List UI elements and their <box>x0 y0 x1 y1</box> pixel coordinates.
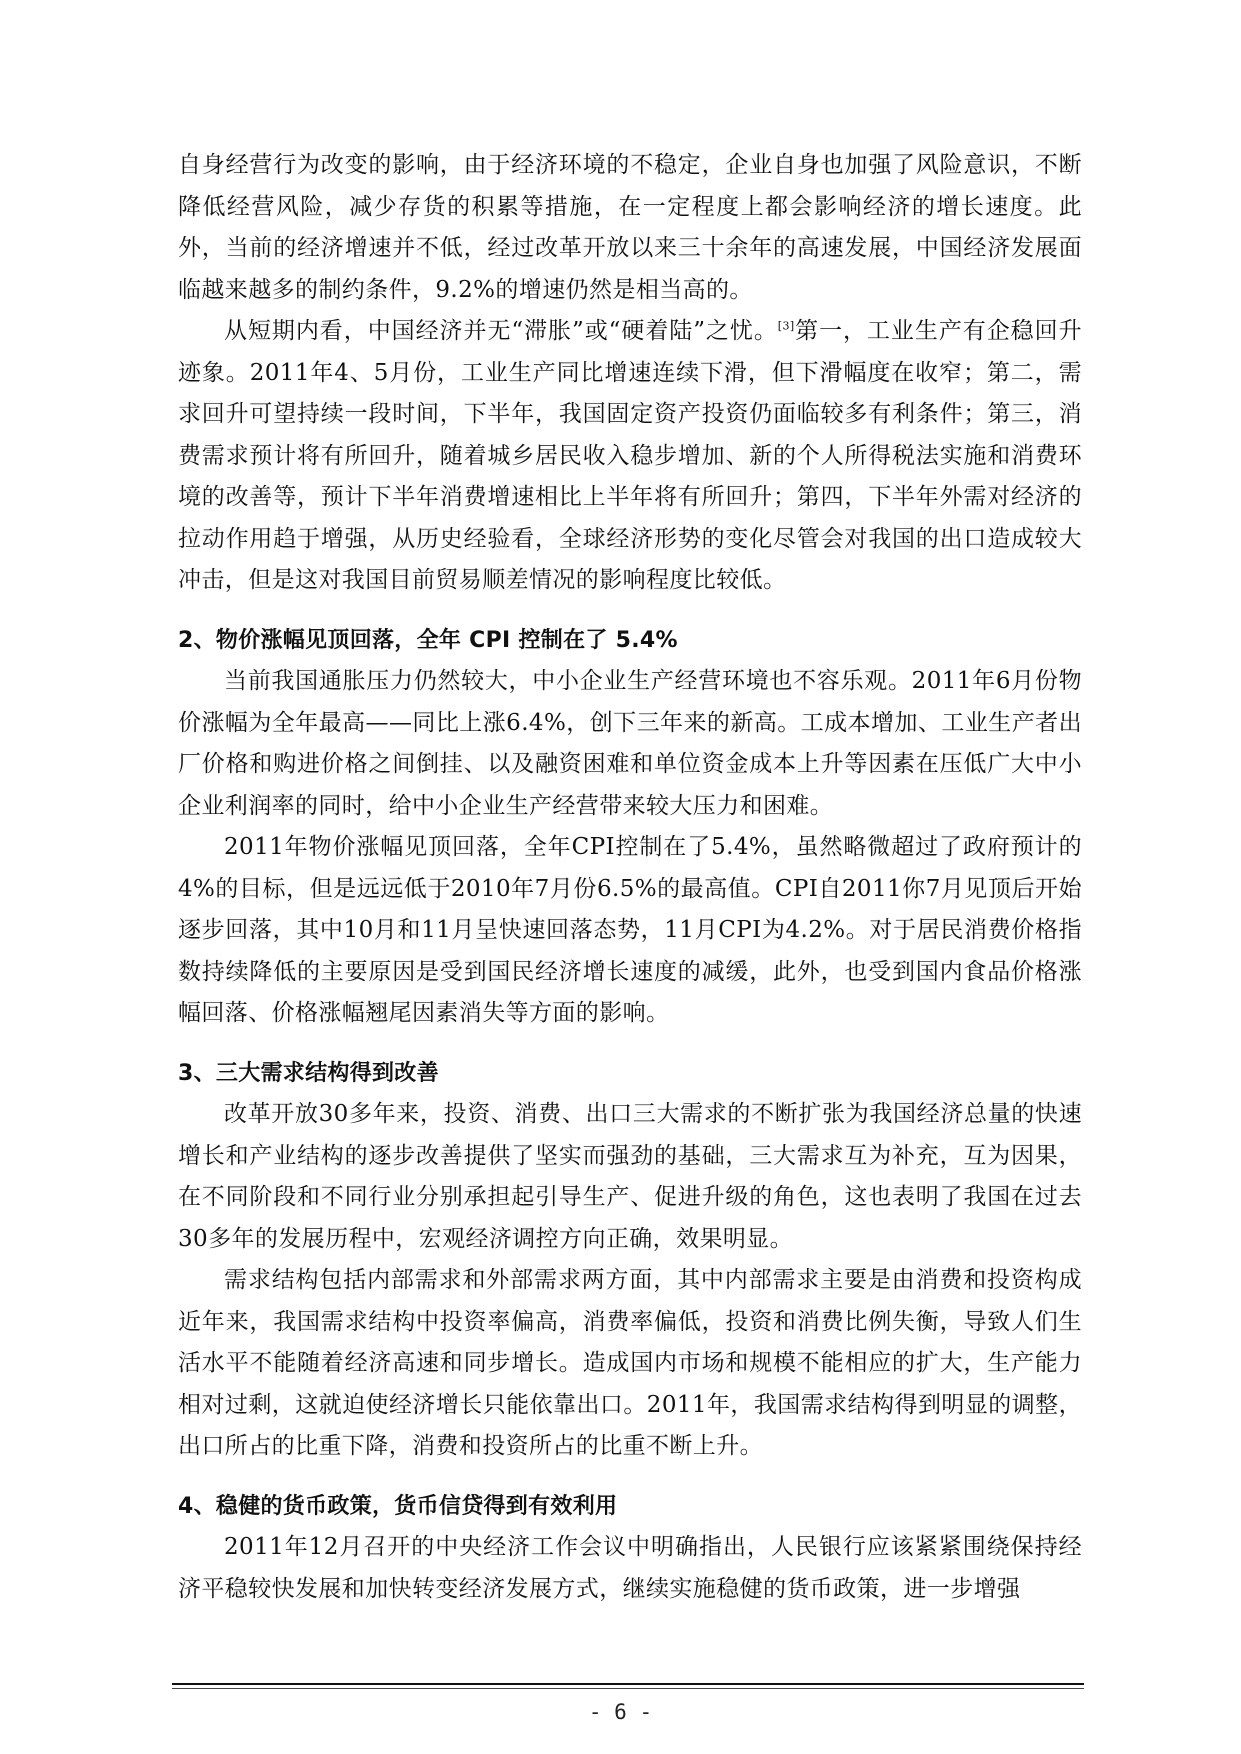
document-body <box>178 145 1082 1610</box>
section-heading-cpi: 2、物价涨幅见顶回落，全年 CPI 控制在了 5.4% <box>178 627 678 653</box>
outlook-text-rest: 第一，工业生产有企稳回升迹象。2011年4、5月份，工业生产同比增速连续下滑，但下滑幅度在收窄；第二，需求回升可望持续一段时间，下半年，我国固定资产投资仍面临较多有利条件；第三，消费需求预计将有所回升，随着城乡居民收入稳步增加、新的个人所得税法实施和消费环境的改善等，预计下半年消费增速相比上半年将有所回升；第四，下半年外需对经济的拉动作用趋于增强，从历史经验看，全球经济形势的变化尽管会对我国的出口造成较大冲击，但是这对我国目前贸易顺差情况的影响程度比较低。 <box>178 318 1082 593</box>
paragraph-cpi-2011: 2011年物价涨幅见顶回落，全年CPI控制在了5.4%，虽然略微超过了政府预计的4%的目标，但是远远低于2010年7月份6.5%的最高值。CPI自2011你7月见顶后开始逐步回落，其中10月和11月呈快速回落态势，11月CPI为4.2%。对于居民消费价格指数持续降低的主要原因是受到国民经济增长速度的减缓，此外，也受到国内食品价格涨幅回落、价格涨幅翘尾因素消失等方面的影响。 <box>178 834 1082 1026</box>
paragraph-three-demands: 改革开放30多年来，投资、消费、出口三大需求的不断扩张为我国经济总量的快速增长和产业结构的逐步改善提供了坚实而强劲的基础，三大需求互为补充，互为因果，在不同阶段和不同行业分别承担起引导生产、促进升级的角色，这也表明了我国在过去30多年的发展历程中，宏观经济调控方向正确，效果明显。 <box>178 1101 1082 1252</box>
paragraph-short-term-outlook <box>178 311 1082 602</box>
footer-rule-thin <box>172 1688 1084 1689</box>
page-number: - 6 - <box>588 1700 653 1724</box>
footer-rule <box>172 1683 1084 1685</box>
section-heading-monetary-policy: 4、稳健的货币政策，货币信贷得到有效利用 <box>178 1493 618 1519</box>
paragraph-demand-structure: 需求结构包括内部需求和外部需求两方面，其中内部需求主要是由消费和投资构成近年来，我国需求结构中投资率偏高，消费率偏低，投资和消费比例失衡，导致人们生活水平不能随着经济高速和同步增长。造成国内市场和规模不能相应的扩大，生产能力相对过剩，这就迫使经济增长只能依靠出口。2011年，我国需求结构得到明显的调整，出口所占的比重下降，消费和投资所占的比重不断上升。 <box>178 1267 1082 1459</box>
paragraph-inflation-pressure: 当前我国通胀压力仍然较大，中小企业生产经营环境也不容乐观。2011年6月份物价涨幅为全年最高——同比上涨6.4%，创下三年来的新高。工成本增加、工业生产者出厂价格和购进价格之间倒挂、以及融资困难和单位资金成本上升等因素在压低广大中小企业利润率的同时，给中小企业生产经营带来较大压力和困难。 <box>178 668 1082 819</box>
outlook-text-start: 从短期内看，中国经济并无“滞胀”或“硬着陆”之忧。 <box>224 318 778 344</box>
paragraph-economic-growth-context: 自身经营行为改变的影响，由于经济环境的不稳定，企业自身也加强了风险意识，不断降低经营风险，减少存货的积累等措施，在一定程度上都会影响经济的增长速度。此外，当前的经济增速并不低，经过改革开放以来三十余年的高速发展，中国经济发展面临越来越多的制约条件，9.2%的增速仍然是相当高的。 <box>178 152 1082 303</box>
paragraph-monetary-policy: 2011年12月召开的中央经济工作会议中明确指出，人民银行应该紧紧围绕保持经济平稳较快发展和加快转变经济发展方式，继续实施稳健的货币政策，进一步增强 <box>178 1534 1082 1602</box>
section-heading-demand-structure: 3、三大需求结构得到改善 <box>178 1060 439 1086</box>
citation-marker: [3] <box>777 319 795 333</box>
